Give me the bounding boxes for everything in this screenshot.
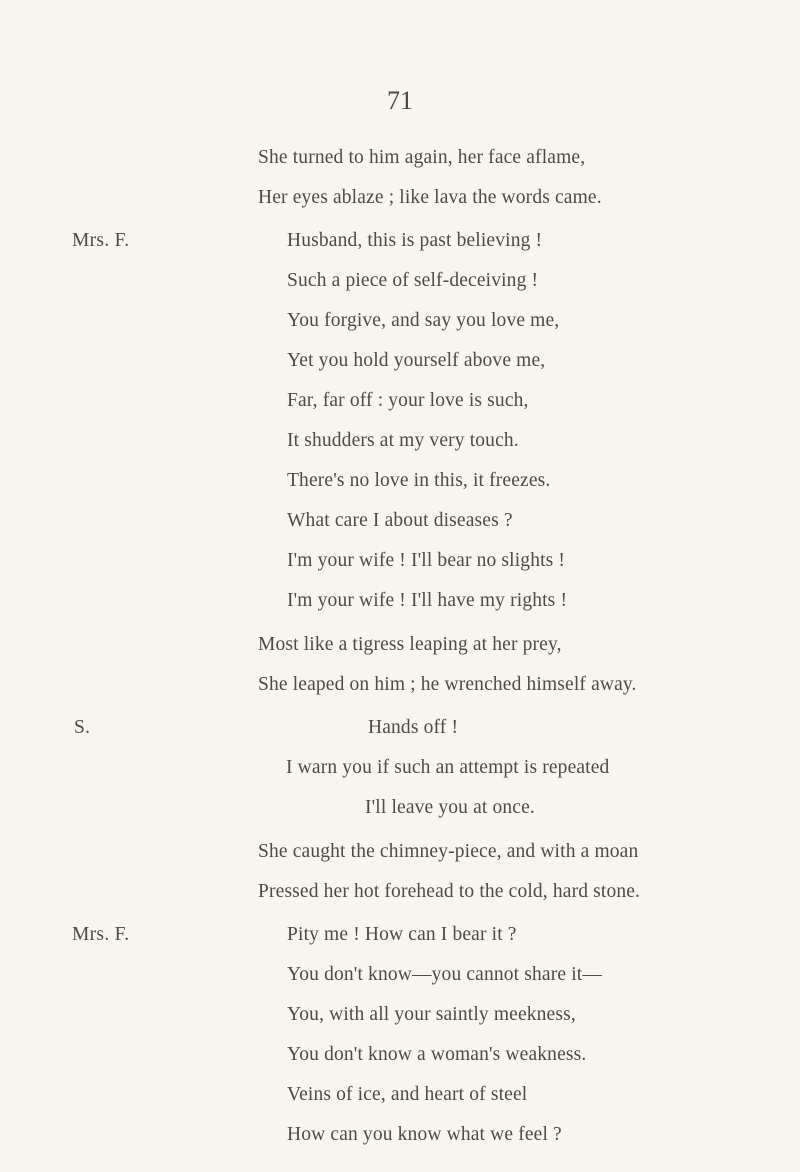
- verse-line: Husband, this is past believing !: [287, 230, 543, 251]
- verse-line: There's no love in this, it freezes.: [287, 470, 551, 491]
- verse-line: Pity me ! How can I bear it ?: [287, 924, 517, 945]
- verse-line: I'll leave you at once.: [365, 797, 535, 818]
- verse-line: How can you know what we feel ?: [287, 1124, 562, 1145]
- narration-line: She leaped on him ; he wrenched himself away.: [258, 674, 637, 695]
- verse-line: Far, far off : your love is such,: [287, 390, 529, 411]
- verse-line: You forgive, and say you love me,: [287, 310, 560, 331]
- verse-line: You, with all your saintly meekness,: [287, 1004, 576, 1025]
- verse-line: Such a piece of self-deceiving !: [287, 270, 539, 291]
- verse-line: Hands off !: [368, 717, 459, 738]
- narration-line: Most like a tigress leaping at her prey,: [258, 634, 562, 655]
- verse-line: You don't know—you cannot share it—: [287, 964, 602, 985]
- verse-line: I warn you if such an attempt is repeated: [286, 757, 610, 778]
- narration-line: Her eyes ablaze ; like lava the words came.: [258, 187, 602, 208]
- verse-line: What care I about diseases ?: [287, 510, 513, 531]
- verse-line: Yet you hold yourself above me,: [287, 350, 546, 371]
- speaker-label: S.: [74, 717, 91, 738]
- narration-line: She turned to him again, her face aflame,: [258, 147, 586, 168]
- verse-line: I'm your wife ! I'll have my rights !: [287, 590, 568, 611]
- verse-line: It shudders at my very touch.: [287, 430, 519, 451]
- verse-line: I'm your wife ! I'll bear no slights !: [287, 550, 566, 571]
- narration-line: Pressed her hot forehead to the cold, hard stone.: [258, 881, 641, 902]
- speaker-label: Mrs. F.: [72, 230, 130, 251]
- verse-line: Veins of ice, and heart of steel: [287, 1084, 528, 1105]
- verse-line: You don't know a woman's weakness.: [287, 1044, 587, 1065]
- page-number: 71: [387, 86, 413, 115]
- narration-line: She caught the chimney-piece, and with a moan: [258, 841, 639, 862]
- speaker-label: Mrs. F.: [72, 924, 130, 945]
